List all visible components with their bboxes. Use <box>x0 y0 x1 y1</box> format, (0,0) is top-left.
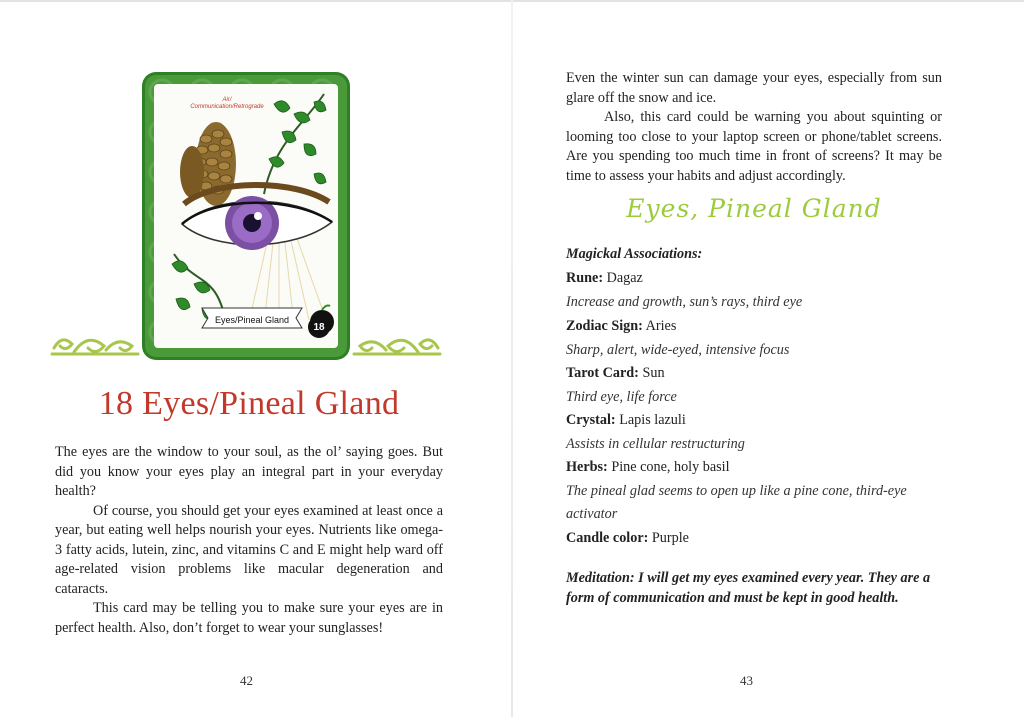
associations-title: Magickal Associations: <box>566 246 703 262</box>
card-number-badge: 18 <box>308 316 330 338</box>
paragraph: The eyes are the window to your soul, as the ol’ saying goes. But did you know your eyes play an integral part in your everyday health? <box>55 444 443 499</box>
card-element-line2: Communication/Retrograde <box>190 104 264 110</box>
herbs-row <box>566 459 942 476</box>
meditation-text: Meditation: I will get my eyes examined every year. They are a form of communication and must be kept in good health. <box>566 570 931 606</box>
candle-label: Candle color: <box>566 530 649 546</box>
card-element-line1: Air/ <box>222 97 232 103</box>
crystal-description: Assists in cellular restructuring <box>566 436 745 452</box>
paragraph: Even the winter sun can damage your eyes, especially from sun glare off the snow and ice. <box>566 70 942 106</box>
card-banner-text: Eyes/Pineal Gland <box>214 315 290 325</box>
tarot-row <box>566 365 942 382</box>
left-body-text <box>55 443 443 638</box>
rune-description: Increase and growth, sun’s rays, third eye <box>566 294 803 310</box>
crystal-row <box>566 412 942 429</box>
eye-illustration <box>154 84 338 348</box>
right-body-text <box>566 69 942 186</box>
section-heading: Eyes, Pineal Gland <box>626 194 882 223</box>
paragraph: This card may be telling you to make sure your eyes are in perfect health. Also, don’t forget to wear your sunglasses! <box>55 600 443 636</box>
swirl-ornament-right <box>352 326 444 360</box>
crystal-label: Crystal: <box>566 412 616 428</box>
paragraph: Also, this card could be warning you about squinting or looming too close to your laptop screen or phone/tablet screens. Are you spending too much time in front of screens? It may be time to assess your habits and adjust accordingly. <box>566 109 942 184</box>
candle-row <box>566 530 942 547</box>
herbs-description: The pineal glad seems to open up like a pine cone, third-eye activator <box>566 483 907 522</box>
rune-value: Dagaz <box>603 270 643 286</box>
paragraph: Of course, you should get your eyes examined at least once a year, but eating well helps nourish your eyes. Nutrients like omega-3 fatty acids, lutein, zinc, and vitamins C and E might help ward off age-related vision problems like macular degeneration and cataracts. <box>55 502 443 597</box>
oracle-card <box>142 72 350 360</box>
page-number-right: 43 <box>740 673 753 688</box>
tarot-description: Third eye, life force <box>566 389 677 405</box>
zodiac-label: Zodiac Sign: <box>566 318 643 334</box>
herbs-label: Herbs: <box>566 459 608 475</box>
tarot-value: Sun <box>638 365 665 381</box>
crystal-value: Lapis lazuli <box>615 412 686 428</box>
zodiac-value: Aries <box>642 318 677 334</box>
candle-value: Purple <box>648 530 689 546</box>
tarot-label: Tarot Card: <box>566 365 639 381</box>
rune-row <box>566 270 942 287</box>
swirl-ornament-left <box>48 326 140 360</box>
chapter-title: 18 Eyes/Pineal Gland <box>98 385 400 422</box>
book-gutter <box>511 0 513 717</box>
page-number-left: 42 <box>240 673 253 688</box>
zodiac-description: Sharp, alert, wide-eyed, intensive focus <box>566 342 790 358</box>
card-face <box>154 84 338 348</box>
zodiac-row <box>566 318 942 335</box>
rune-label: Rune: <box>566 270 604 286</box>
herbs-value: Pine cone, holy basil <box>607 459 730 475</box>
card-element-label <box>182 97 272 111</box>
